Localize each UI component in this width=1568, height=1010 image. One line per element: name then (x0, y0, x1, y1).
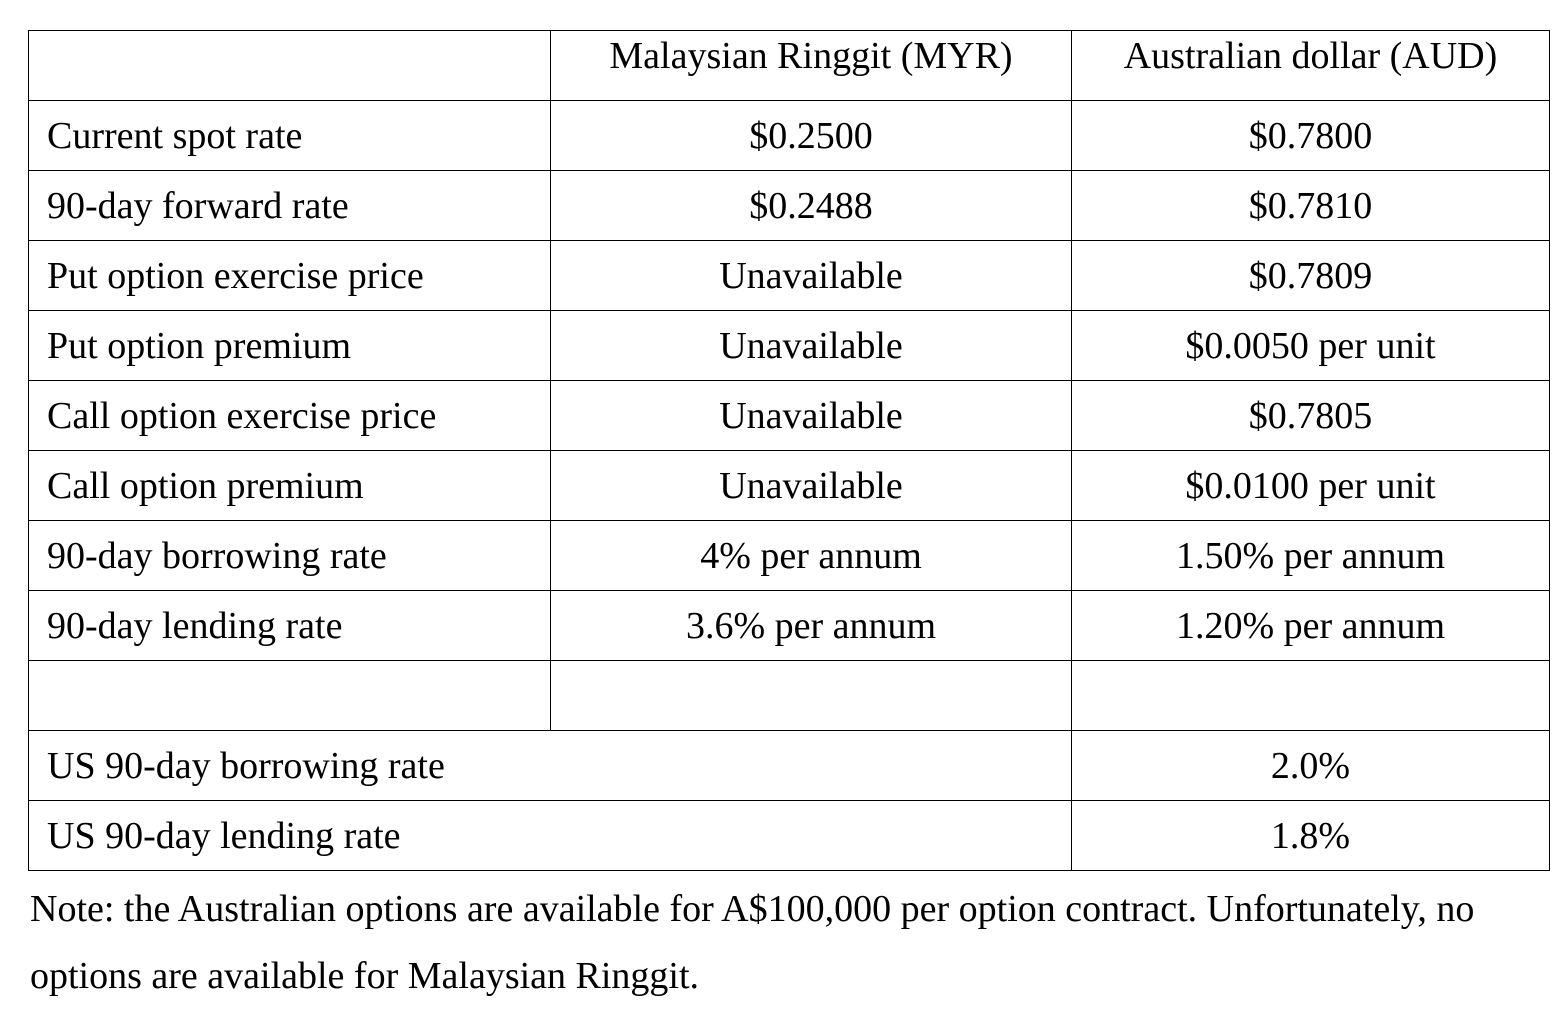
myr-value: Unavailable (551, 241, 1072, 311)
aud-value: $0.7800 (1072, 101, 1550, 171)
exchange-rate-table (28, 30, 1550, 871)
table-row (29, 241, 1550, 311)
myr-value: 3.6% per annum (551, 591, 1072, 661)
aud-value: $0.7809 (1072, 241, 1550, 311)
aud-value: 1.20% per annum (1072, 591, 1550, 661)
table-row (29, 101, 1550, 171)
row-label: Current spot rate (29, 101, 551, 171)
table-row (29, 591, 1550, 661)
row-label: Put option exercise price (29, 241, 551, 311)
table-row (29, 521, 1550, 591)
table-footnote: Note: the Australian options are available for A$100,000 per option contract. Unfortunately, no options are available for Malaysian Ringgit. (30, 888, 1475, 997)
empty-row (29, 661, 1550, 731)
empty-cell (551, 661, 1072, 731)
aud-value: 1.50% per annum (1072, 521, 1550, 591)
myr-value: 4% per annum (551, 521, 1072, 591)
us-rate-row (29, 801, 1550, 871)
table-row (29, 451, 1550, 521)
myr-value: Unavailable (551, 451, 1072, 521)
myr-value: $0.2500 (551, 101, 1072, 171)
myr-value: Unavailable (551, 381, 1072, 451)
table-header-row (29, 31, 1550, 101)
row-label: Call option exercise price (29, 381, 551, 451)
row-label: Put option premium (29, 311, 551, 381)
header-cell-empty (29, 31, 551, 101)
aud-value: $0.0050 per unit (1072, 311, 1550, 381)
row-label: 90-day lending rate (29, 591, 551, 661)
row-label: 90-day borrowing rate (29, 521, 551, 591)
table-row (29, 311, 1550, 381)
row-label: Call option premium (29, 451, 551, 521)
us-rate-value: 2.0% (1072, 731, 1550, 801)
aud-value: $0.7810 (1072, 171, 1550, 241)
header-cell-aud: Australian dollar (AUD) (1072, 31, 1550, 101)
table-row (29, 171, 1550, 241)
empty-cell (1072, 661, 1550, 731)
myr-value: $0.2488 (551, 171, 1072, 241)
us-rate-value: 1.8% (1072, 801, 1550, 871)
header-cell-myr: Malaysian Ringgit (MYR) (551, 31, 1072, 101)
table-row (29, 381, 1550, 451)
myr-value: Unavailable (551, 311, 1072, 381)
empty-cell (29, 661, 551, 731)
us-rate-label: US 90-day borrowing rate (29, 731, 1072, 801)
us-rate-label: US 90-day lending rate (29, 801, 1072, 871)
aud-value: $0.7805 (1072, 381, 1550, 451)
aud-value: $0.0100 per unit (1072, 451, 1550, 521)
us-rate-row (29, 731, 1550, 801)
row-label: 90-day forward rate (29, 171, 551, 241)
